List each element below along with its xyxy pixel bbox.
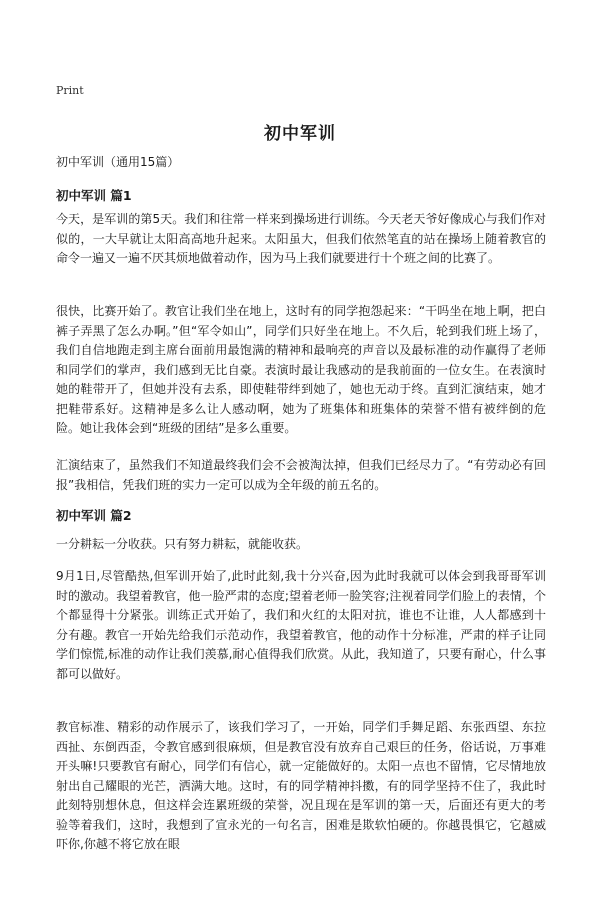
paragraph: 9月1日,尽管酷热,但军训开始了,此时此刻,我十分兴奋,因为此时我就可以体会到我哥哥军训时的激动。我望着教官，他一脸严肃的态度;望着老师一脸笑容;注视着同学们脸上的表情，个个都显得十分紧张。训练正式开始了，我们和火红的太阳对抗，谁也不让谁，人人都感到十分有趣。教官一开始先给我们示范动作，我望着教官，他的动作十分标准，严肃的样子让同学们惊慌,标准的动作让我们羡慕,耐心值得我们欣赏。从此，我知道了，只要有耐心，什么事都可以做好。 <box>56 569 546 681</box>
paragraph: 一分耕耘一分收获。只有努力耕耘，就能收获。 <box>56 537 309 551</box>
document-title: 初中军训 <box>264 124 336 144</box>
paragraph: 汇演结束了，虽然我们不知道最终我们会不会被淘汰掉，但我们已经尽力了。“有劳动必有回报”我相信，凭我们班的实力一定可以成为全年级的前五名的。 <box>56 458 546 492</box>
paragraph: 今天，是军训的第5天。我们和往常一样来到操场进行训练。今天老天爷好像成心与我们作对似的，一大早就让太阳高高地升起来。太阳虽大，但我们依然笔直的站在操场上随着教官的命令一遍又一遍不厌其烦地做着动作，因为马上我们就要进行十个班之间的比赛了。 <box>56 212 546 265</box>
print-label: Print <box>56 84 84 97</box>
document-subtitle: 初中军训（通用15篇） <box>56 155 180 169</box>
section-heading-2: 初中军训 篇2 <box>56 508 132 523</box>
section-heading-1: 初中军训 篇1 <box>56 188 132 203</box>
paragraph: 教官标准、精彩的动作展示了，该我们学习了，一开始，同学们手舞足蹈、东张西望、东拉西扯、东倒西歪，令教官感到很麻烦，但是教官没有放弃自己艰巨的任务，俗话说，万事难开头嘛!只要教官有耐心，同学们有信心，就一定能做好的。太阳一点也不留情，它尽情地放射出自己耀眼的光芒，洒满大地。这时，有的同学精神抖擞，有的同学坚持不住了，我此时此刻特别想休息，但这样会连累班级的荣誉，况且现在是军训的第一天，后面还有更大的考验等着我们，这时，我想到了宣永光的一句名言，困难是欺软怕硬的。你越畏惧它，它越威吓你,你越不将它放在眼 <box>56 720 546 851</box>
paragraph: 很快，比赛开始了。教官让我们坐在地上，这时有的同学抱怨起来：“干吗坐在地上啊，把白裤子弄黑了怎么办啊。”但“军令如山”，同学们只好坐在地上。不久后，轮到我们班上场了，我们自信地跑走到主席台面前用最饱满的精神和最响亮的声音以及最标准的动作赢得了老师和同学们的掌声，我们感到无比自豪。表演时最让我感动的是我前面的一位女生。在表演时她的鞋带开了，但她并没有去系，即使鞋带绊到她了，她也无动于终。直到汇演结束，她才把鞋带系好。这精神是多么让人感动啊，她为了班集体和班集体的荣誉不惜有被绊倒的危险。她让我体会到“班级的团结”是多么重要。 <box>56 304 546 435</box>
